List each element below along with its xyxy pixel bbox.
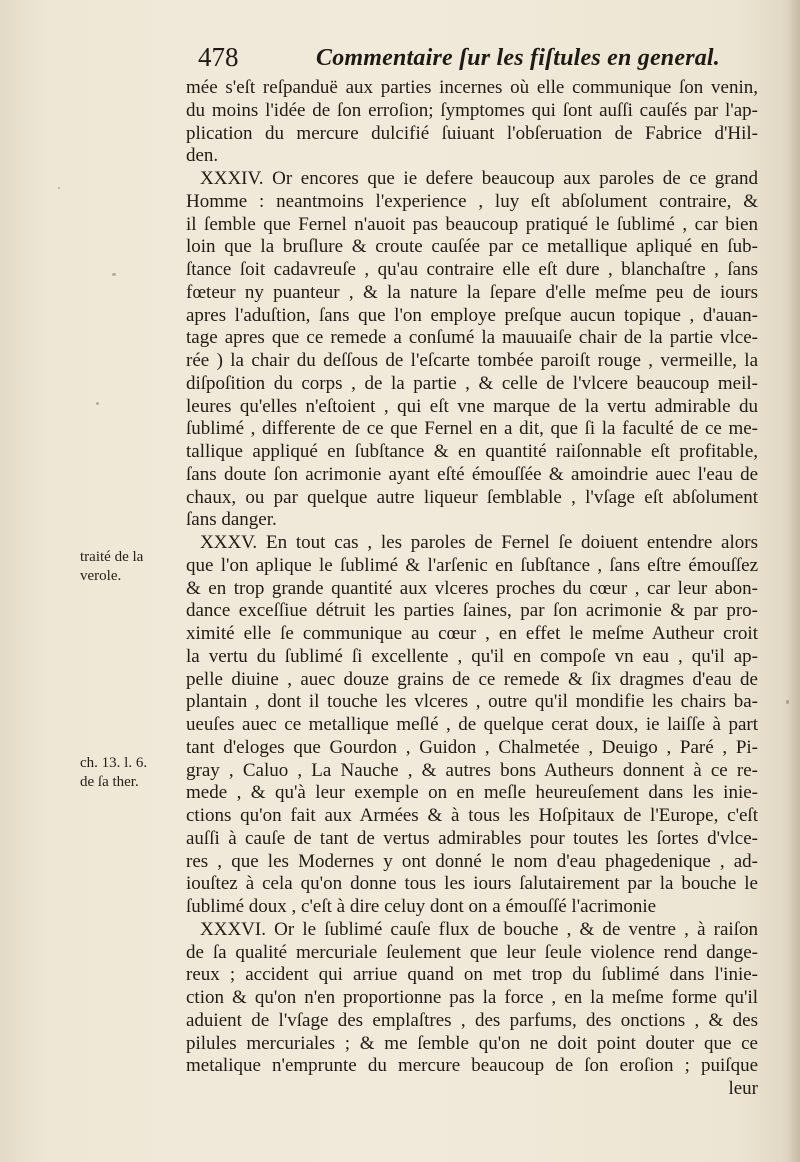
text-line: chaux, ou par quelque autre liqueur ſemblable , l'vſage eſt abſolument: [186, 486, 758, 508]
margin-note-traite: [80, 548, 176, 586]
text-line: res , que les Modernes y ont donné le nom d'eau phagedenique , ad-: [186, 850, 758, 872]
paper-speck: [58, 187, 60, 189]
paragraph-start-xxxvi: XXXVI. Or le ſublimé cauſe flux de bouche , & de ventre , à raiſon: [200, 918, 758, 940]
text-line: tant d'eloges que Gourdon , Guidon , Chalmetée , Deuigo , Paré , Pi-: [186, 736, 758, 758]
text-line: Homme : neantmoins l'experience , luy eſt abſolument contraire, &: [186, 190, 758, 212]
catchword: leur: [728, 1078, 758, 1099]
text-line: leures qu'elles n'eſtoient , qui eſt vne marque de la vertu admirable du: [186, 395, 758, 417]
paper-speck: [786, 700, 789, 704]
text-line: ction & qu'on n'en proportionne pas la force , en la meſme forme qu'il: [186, 987, 758, 1008]
text-line: que l'on aplique le ſublimé & l'arſenic en ſubſtance , ſans eſtre émouſſez: [186, 554, 758, 576]
text-line: ctions qu'on fait aux Armées & à tous les Hoſpitaux de l'Europe, c'eſt: [186, 805, 758, 826]
paper-speck: [112, 273, 116, 276]
text-line: fœteur ny puanteur , & la nature la ſepare d'elle meſme peu de iours: [186, 281, 758, 303]
text-line: rée ) la chair du deſſous de l'eſcarte tombée paroiſt rouge , vermeille, la: [186, 350, 758, 371]
text-line: ximité elle ſe communique au cœur , en effet le meſme Autheur croit: [186, 623, 758, 644]
text-line: plication du mercure dulcifié ſuiuant l'obſeruation de Fabrice d'Hil-: [186, 122, 758, 144]
text-line: mée s'eſt reſpanduë aux parties incernes où elle communique ſon venin,: [186, 77, 758, 98]
text-line: il ſemble que Fernel n'auoit pas beaucoup pratiqué le ſublimé , car bien: [186, 213, 758, 235]
text-line: reux ; accident qui arriue quand on met trop du ſublimé dans l'inie-: [186, 964, 758, 986]
paragraph-start-xxxv: XXXV. En tout cas , les paroles de Fernel ſe doiuent entendre alors: [200, 532, 758, 553]
margin-note-chapter: [80, 754, 176, 792]
page-number: 478: [198, 42, 239, 72]
text-line: ſans doute ſon acrimonie ayant eſté émouſſée & amoindrie auec l'eau de: [186, 463, 758, 485]
text-line: den.: [186, 145, 219, 167]
text-line: ueuſes auec ce metallique meſlé , de quelque cerat doux, ie laiſſe à part: [186, 714, 758, 735]
page-header: [198, 42, 718, 76]
text-line: mede , & qu'à leur exemple on en meſle heureuſement dans les inie-: [186, 782, 758, 804]
text-line: ſublimé , differente de ce que Fernel en a dit, que ſi la faculté de ce me-: [186, 418, 758, 440]
text-line: de ſa qualité mercuriale ſeulement que leur ſeule violence rend dange-: [186, 941, 758, 963]
text-line: tallique appliqué en ſubſtance & en quantité raiſonnable eſt profitable,: [186, 441, 758, 462]
text-line: metalique n'emprunte du mercure beaucoup de ſon eroſion ; puiſque: [186, 1055, 758, 1077]
text-line: diſpoſition du corps , de la partie , & celle de l'vlcere beaucoup meil-: [186, 372, 758, 394]
paper-speck: [96, 402, 99, 405]
text-line: pelle diuine , auec douze grains de ce remede & ſix dragmes d'eau de: [186, 668, 758, 690]
text-line: ſans danger.: [186, 509, 277, 531]
text-line: & en trop grande quantité aux vlceres proches du cœur , car leur abon-: [186, 577, 758, 599]
margin-note-line: ch. 13. l. 6.: [80, 755, 148, 771]
text-line: auſſi à cauſe de tant de vertus admirables pour toutes les ſortes d'vlce-: [186, 827, 758, 849]
margin-note-line: verole.: [80, 568, 122, 584]
paragraph-start-xxxiv: XXXIV. Or encores que ie defere beaucoup aux paroles de ce grand: [200, 168, 758, 189]
text-line: loin que la bruſlure & croute cauſée par ce metallique apliqué en ſub-: [186, 236, 758, 258]
text-line: aduient de l'vſage des emplaſtres , des parfums, des onctions , & des: [186, 1009, 758, 1031]
text-line: dance exceſſiue détruit les parties ſaines, par ſon acrimonie & par pro-: [186, 600, 758, 622]
text-line: gray , Caluo , La Nauche , & autres bons Autheurs donnent à ce re-: [186, 759, 758, 781]
text-line: apres l'aduſtion, ſans que l'on employe preſque aucun topique , d'auan-: [186, 304, 758, 326]
text-line: pilules mercuriales ; & me ſemble qu'on ne doit point douter que ce: [186, 1032, 758, 1054]
text-line: la vertu du ſublimé ſi excellente , qu'il en compoſe vn eau , qu'il ap-: [186, 645, 758, 667]
margin-note-line: traité de la: [80, 549, 144, 565]
text-line: ſtance ſoit cadavreuſe , qu'au contraire elle eſt dure , blanchaſtre , ſans: [186, 259, 758, 280]
margin-note-line: de ſa ther.: [80, 774, 139, 790]
text-line: du moins l'idée de ſon erroſion; ſymptomes qui ſont auſſi cauſés par l'ap-: [186, 99, 758, 121]
text-line: ſublimé doux , c'eſt à dire celuy dont on a émouſſé l'acrimonie: [186, 896, 657, 917]
text-line: iouſtez à cela qu'on donne tous les iours ſalutairement par la bouche le: [186, 873, 758, 895]
body-text: [186, 77, 758, 1101]
text-line: tage apres que ce remede a conſumé la mauuaiſe chair de la partie vlce-: [186, 327, 758, 349]
text-line: plantain , dont il touche les vlceres , outre qu'il mondifie les chairs ba-: [186, 691, 758, 713]
running-title: Commentaire ſur les fiſtules en general.: [316, 45, 720, 71]
